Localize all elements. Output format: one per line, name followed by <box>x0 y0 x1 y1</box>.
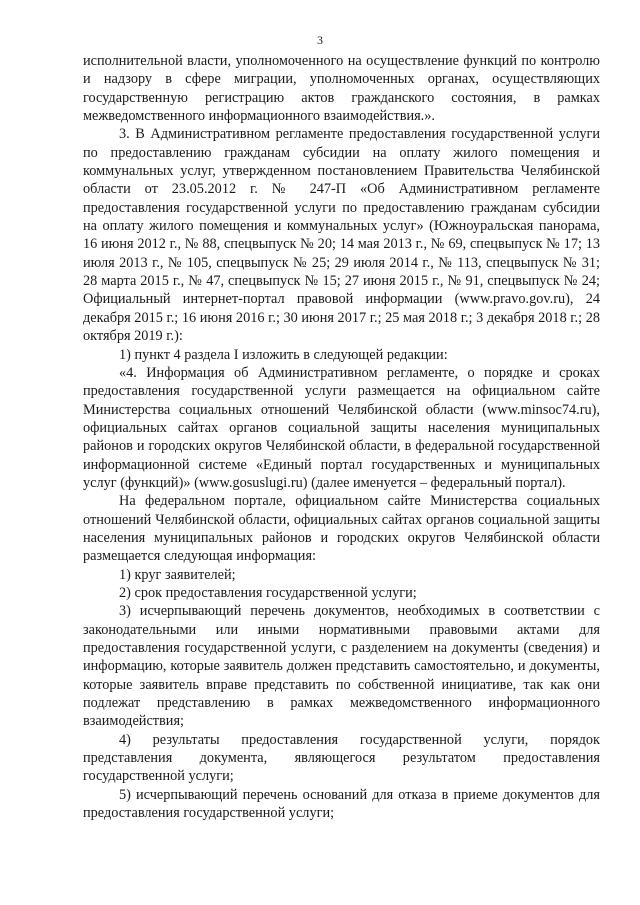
list-item-info-1: 1) круг заявителей; <box>119 566 236 583</box>
paragraph-quoted-item-4: «4. Информация об Административном регламенте, о порядке и сроках предоставления государственной услуги размещается на официальном сайте Министерства социальных отношений Челябинской области (www.minsoc74.ru), официальных сайтах органов социальной защиты населения муниципальных районов и городских округов Челябинской области, в федеральной государственной информационной системе «Единый портал государственных и муниципальных услуг (функций)» (www.gosuslugi.ru) (далее именуется – федеральный портал). <box>83 364 600 491</box>
paragraph-federal-portal: На федеральном портале, официальном сайте Министерства социальных отношений Челябинской области, официальных сайтах органов социальной защиты населения муниципальных районов и городских округов Челябинской области размещается следующая информация: <box>83 493 600 565</box>
list-item-info-3: 3) исчерпывающий перечень документов, необходимых в соответствии с законодательными или иными нормативными правовыми актами для предоставления государственной услуги, с разделением на документы (сведения) и информацию, которые заявитель должен представить самостоятельно, и документы, которые заявитель вправе представить по собственной инициативе, так как они подлежат представлению в рамках межведомственного информационного взаимодействия; <box>83 603 600 730</box>
document-body <box>83 52 600 822</box>
paragraph-subitem-1: 1) пункт 4 раздела I изложить в следующей редакции: <box>119 346 448 363</box>
list-item-info-5: 5) исчерпывающий перечень оснований для отказа в приеме документов для предоставления государственной услуги; <box>83 786 600 822</box>
list-item-info-4: 4) результаты предоставления государственной услуги, порядок представления документа, являющегося результатом предоставления государственной услуги; <box>83 731 600 785</box>
paragraph-item-3: 3. В Административном регламенте предоставления государственной услуги по предоставлению гражданам субсидии на оплату жилого помещения и коммунальных услуг, утвержденном постановлением Правительства Челябинской области от 23.05.2012 г. № 247-П «Об Административном регламенте предоставления государственной услуги по предоставлению гражданам субсидии на оплату жилого помещения и коммунальных услуг» (Южноуральская панорама, 16 июня 2012 г., № 88, спецвыпуск № 20; 14 мая 2013 г., № 69, спецвыпуск № 17; 13 июля 2013 г., № 105, спецвыпуск № 25; 29 июля 2014 г., № 113, спецвыпуск № 31; 28 марта 2015 г., № 47, спецвыпуск № 15; 27 июня 2015 г., № 91, спецвыпуск № 24; Официальный интернет-портал правовой информации (www.pravo.gov.ru), 24 декабря 2015 г.; 16 июня 2016 г.; 30 июня 2017 г.; 25 мая 2018 г.; 3 декабря 2018 г.; 28 октября 2019 г.): <box>83 126 600 345</box>
paragraph-continuation: исполнительной власти, уполномоченного на осуществление функций по контролю и надзору в сфере миграции, уполномоченных органах, осуществляющих государственную регистрацию актов гражданского состояния, в рамках межведомственного информационного взаимодействия.». <box>83 53 600 125</box>
page-number: 3 <box>317 33 323 47</box>
list-item-info-2: 2) срок предоставления государственной услуги; <box>119 584 417 601</box>
